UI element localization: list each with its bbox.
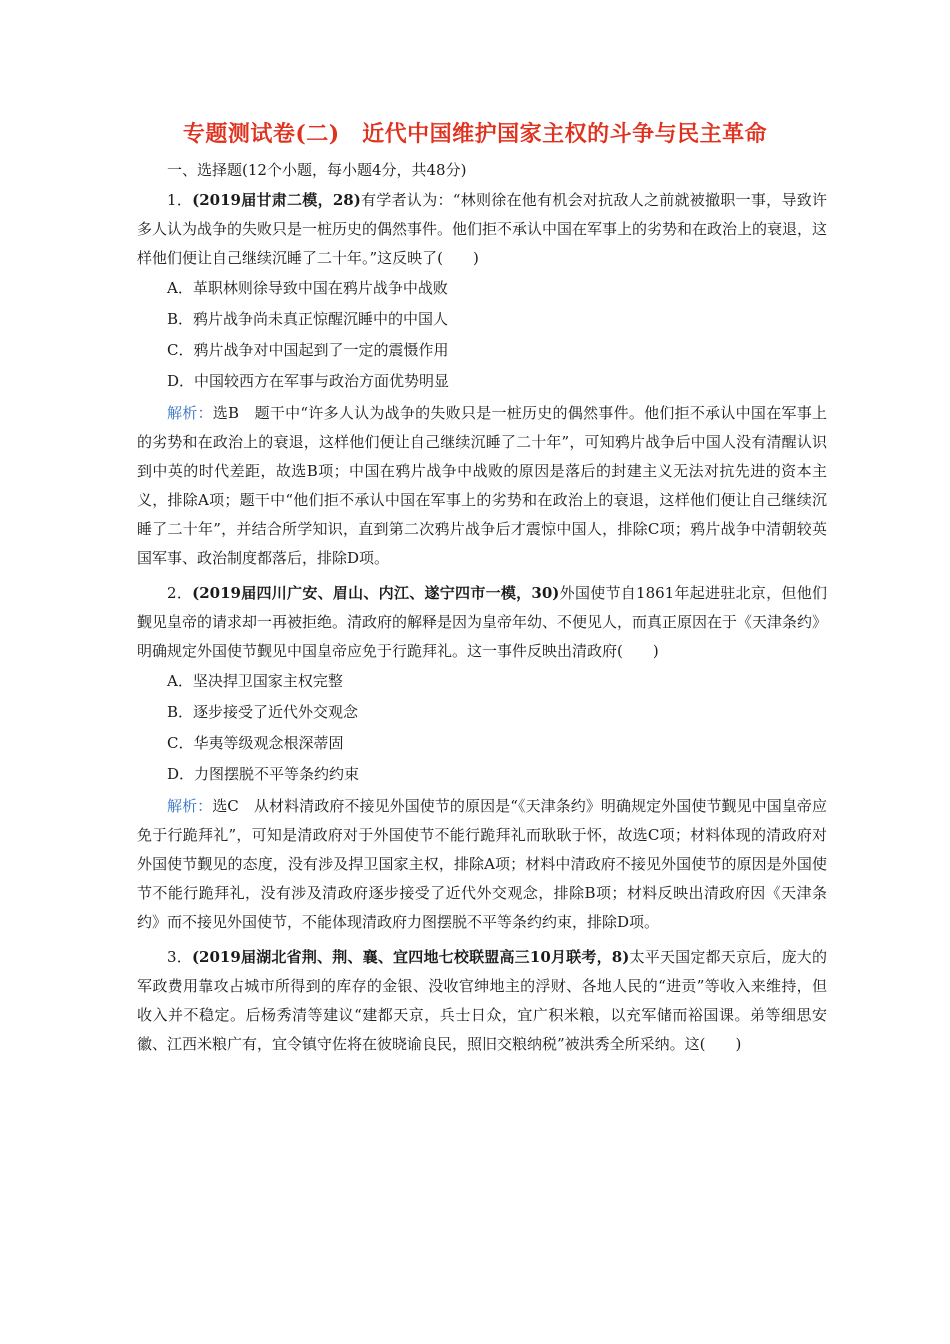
option-d: D．力图摆脱不平等条约约束 — [167, 765, 360, 783]
question-source: (2019届甘肃二模，28) — [192, 191, 361, 209]
question-stem: 有学者认为：“林则徐在他有机会对抗敌人之前就被撤职一事，导致许多人认为战争的失败只是一桩历史的偶然事件。他们拒不承认中国在军事上的劣势和在政治上的衰退，这样他们便让自己继续沉睡了二十年。”这反映了( ) — [137, 191, 828, 267]
section-heading: 一、选择题(12个小题，每小题4分，共48分) — [167, 161, 467, 179]
question-stem: 外国使节自1861年起进驻北京，但他们觐见皇帝的请求却一再被拒绝。清政府的解释是因为皇帝年幼、不便见人，而真正原因在于《天津条约》明确规定外国使节觐见中国皇帝应免于行跪拜礼。这一事件反映出清政府( ) — [137, 584, 828, 660]
question-source: (2019届四川广安、眉山、内江、遂宁四市一模，30) — [192, 584, 560, 602]
analysis-tag: 解析： — [167, 404, 213, 422]
document-body — [137, 156, 827, 1059]
option-a: A．革职林则徐导致中国在鸦片战争中战败 — [167, 279, 448, 297]
option-c: C．鸦片战争对中国起到了一定的震慑作用 — [167, 341, 449, 359]
analysis-tag: 解析： — [167, 797, 213, 815]
page-title: 专题测试卷(二) 近代中国维护国家主权的斗争与民主革命 — [182, 121, 768, 147]
question-number: 1． — [167, 191, 193, 209]
question-3 — [137, 943, 827, 1059]
option-b: B．鸦片战争尚未真正惊醒沉睡中的中国人 — [167, 310, 449, 328]
question-stem: 太平天国定都天京后，庞大的军政费用靠攻占城市所得到的库存的金银、没收官绅地主的浮财、各地人民的“进贡”等收入来维持，但收入并不稳定。后杨秀清等建议“建都天京，兵士日众，宜广积米粮，以充军储而裕国课。弟等细思安徽、江西米粮广有，宜令镇守佐将在彼晓谕良民，照旧交粮纳税”被洪秀全所采纳。这( ) — [137, 948, 827, 1053]
analysis-2 — [137, 792, 827, 937]
question-number: 2． — [167, 584, 193, 602]
option-b: B．逐步接受了近代外交观念 — [167, 703, 359, 721]
analysis-text: 选C 从材料清政府不接见外国使节的原因是“《天津条约》明确规定外国使节觐见中国皇帝应免于行跪拜礼”，可知是清政府对于外国使节不能行跪拜礼而耿耿于怀，故选C项；材料体现的清政府对外国使节觐见的态度，没有涉及捍卫国家主权，排除A项；材料中清政府不接见外国使节的原因是外国使节不能行跪拜礼，没有涉及清政府逐步接受了近代外交观念，排除B项；材料反映出清政府因《天津条约》而不接见外国使节，不能体现清政府力图摆脱不平等条约约束，排除D项。 — [137, 797, 827, 931]
question-1 — [137, 186, 827, 273]
analysis-text: 选B 题干中“许多人认为战争的失败只是一桩历史的偶然事件。他们拒不承认中国在军事上的劣势和在政治上的衰退，这样他们便让自己继续沉睡了二十年”，可知鸦片战争后中国人没有清醒认识到中英的时代差距，故选B项；中国在鸦片战争中战败的原因是落后的封建主义无法对抗先进的资本主义，排除A项；题干中“他们拒不承认中国在军事上的劣势和在政治上的衰退，这样他们便让自己继续沉睡了二十年”，并结合所学知识，直到第二次鸦片战争后才震惊中国人，排除C项；鸦片战争中清朝较英国军事、政治制度都落后，排除D项。 — [137, 404, 827, 567]
option-d: D．中国较西方在军事与政治方面优势明显 — [167, 372, 450, 390]
option-a: A．坚决捍卫国家主权完整 — [167, 672, 343, 690]
question-source: (2019届湖北省荆、荆、襄、宜四地七校联盟高三10月联考，8) — [191, 948, 630, 966]
option-c: C．华夷等级观念根深蒂固 — [167, 734, 344, 752]
analysis-1 — [137, 399, 827, 573]
question-number: 3． — [167, 948, 192, 966]
question-2 — [137, 579, 827, 666]
